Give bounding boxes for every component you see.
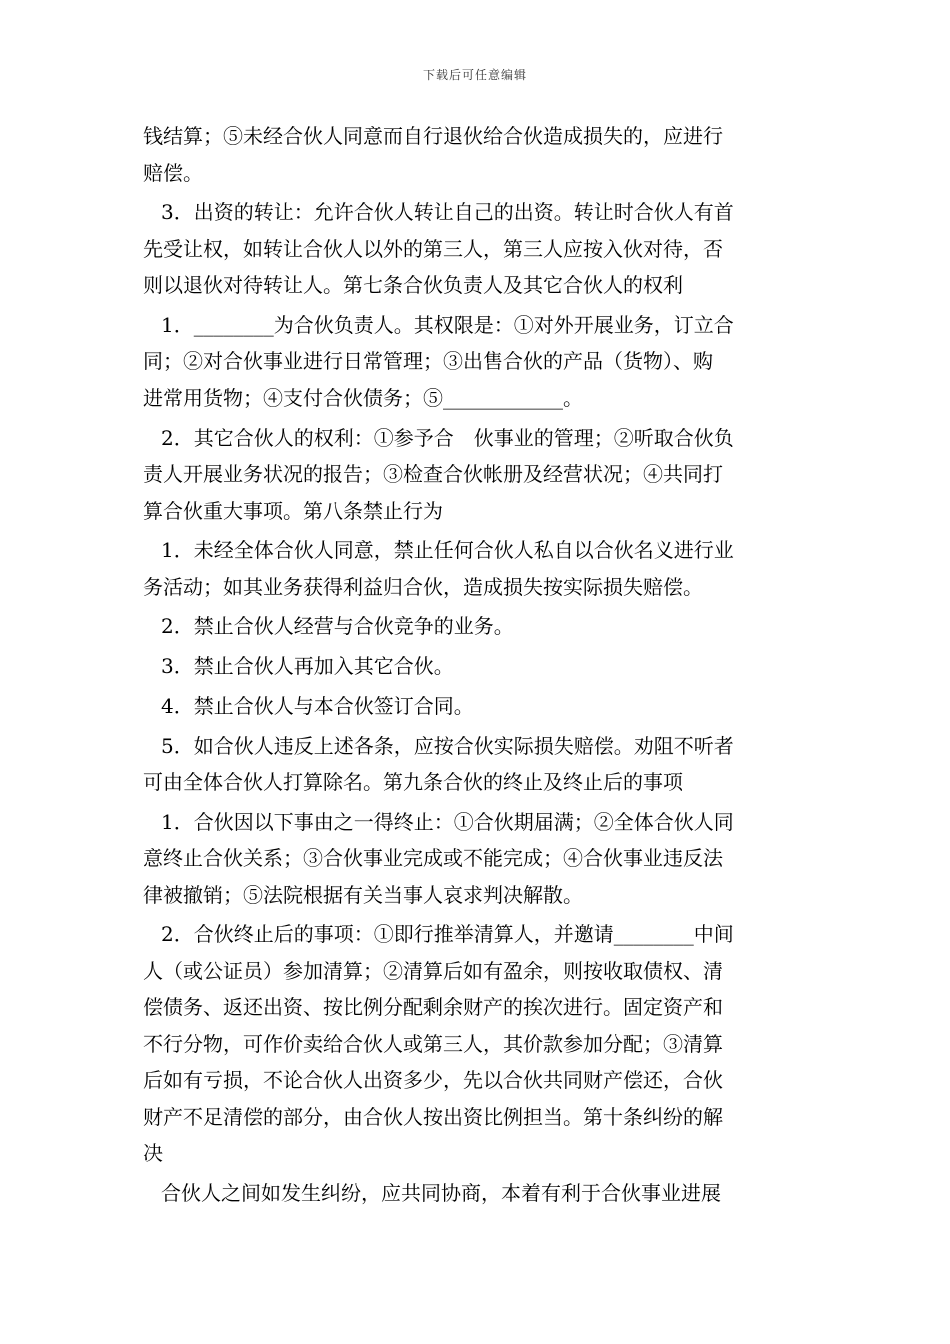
text-line: 钱结算；⑤未经合伙人同意而自行退伙给合伙造成损失的，应进行 [143,124,723,148]
text-line: 人（或公证员）参加清算；②清算后如有盈余，则按收取债权、清 [143,958,723,983]
page-header: 下载后可任意编辑 [422,68,527,82]
text-line: 1．未经全体合伙人同意，禁止任何合伙人私自以合伙名义进行业 [161,538,734,563]
text-line: 2．其它合伙人的权利：①参予合 伙事业的管理；②听取合伙负 [161,425,734,450]
text-line: 5．如合伙人违反上述各条，应按合伙实际损失赔偿。劝阻不听者 [161,733,734,758]
text-line: 意终止合伙关系；③合伙事业完成或不能完成；④合伙事业违反法 [143,846,723,871]
text-line: 合伙人之间如发生纠纷，应共同协商，本着有利于合伙事业进展 [161,1181,721,1206]
text-line: 3．出资的转让：允许合伙人转让自己的出资。转让时合伙人有首 [161,200,734,225]
text-line: 决 [143,1141,163,1166]
text-line: 财产不足清偿的部分，由合伙人按出资比例担当。第十条纠纷的解 [143,1104,723,1129]
text-line: 律被撤销；⑤法院根据有关当事人哀求判决解散。 [143,882,583,907]
text-line: 同；②对合伙事业进行日常管理；③出售合伙的产品（货物）、购 [143,349,713,374]
paragraph [143,608,809,645]
text-line: 后如有亏损，不论合伙人出资多少，先以合伙共同财产偿还，合伙 [143,1068,723,1093]
paragraph [143,916,809,1172]
text-line: 算合伙重大事项。第八条禁止行为 [143,498,443,523]
paragraph [143,1175,809,1212]
text-line: 2．禁止合伙人经营与合伙竞争的业务。 [161,614,514,639]
document-body [143,118,809,1212]
paragraph [143,804,809,914]
text-line: 4．禁止合伙人与本合伙签订合同。 [161,693,474,718]
paragraph [143,420,809,530]
text-line: 责人开展业务状况的报告；③检查合伙帐册及经营状况；④共同打 [143,462,723,487]
text-line: 进常用货物；④支付合伙债务；⑤____________。 [143,385,583,410]
paragraph [143,688,809,725]
paragraph [143,194,809,304]
paragraph [143,532,809,605]
paragraph [143,648,809,685]
text-line: 则以退伙对待转让人。第七条合伙负责人及其它合伙人的权利 [143,273,683,298]
paragraph [143,728,809,801]
text-line: 先受让权，如转让合伙人以外的第三人，第三人应按入伙对待，否 [143,236,723,261]
paragraph [143,118,809,191]
text-line: 1．________为合伙负责人。其权限是：①对外开展业务，订立合 [161,312,734,337]
text-line: 偿债务、返还出资、按比例分配剩余财产的挨次进行。固定资产和 [143,995,723,1020]
text-line: 务活动；如其业务获得利益归合伙，造成损失按实际损失赔偿。 [143,574,703,599]
text-line: 可由全体合伙人打算除名。第九条合伙的终止及终止后的事项 [143,770,683,794]
paragraph [143,307,809,417]
text-line: 不行分物，可作价卖给合伙人或第三人，其价款参加分配；③清算 [143,1031,723,1056]
text-line: 赔偿。 [143,160,203,185]
text-line: 2．合伙终止后的事项：①即行推举清算人，并邀请________中间 [161,922,734,947]
text-line: 3．禁止合伙人再加入其它合伙。 [161,654,454,679]
text-line: 1．合伙因以下事由之一得终止：①合伙期届满；②全体合伙人同 [161,809,734,834]
